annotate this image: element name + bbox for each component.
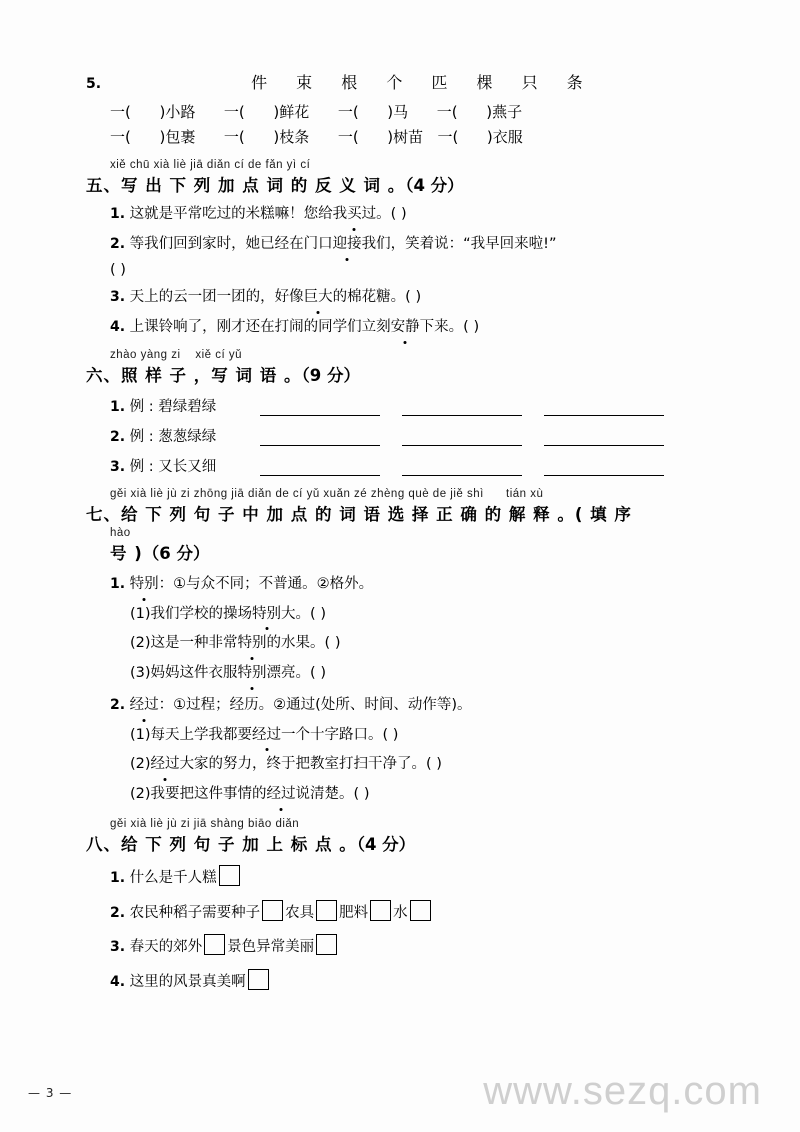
section-6-score: （9 分） [301,365,360,385]
question-5-line-2: 一( )包裹 一( )枝条 一( )树苗 一( )衣服 [110,128,523,146]
dotted-word [347,206,362,222]
section-5-heading [86,172,716,196]
punctuation-box[interactable] [316,900,337,921]
answer-blank[interactable] [544,400,664,416]
item-text-pre: 这就是平常吃过的米糕嘛！您给我 [129,206,348,222]
section-7-group-2-sub-3 [130,784,716,806]
item-number: 2. [110,235,126,252]
sub-label: (3) [130,665,151,681]
sub-label: (2) [130,786,151,802]
dotted-word-text: 经过 [130,695,159,717]
section-5-score: （4 分） [405,176,464,195]
item-number: 1. [110,575,126,592]
example-text: 例 : 又长又细 [129,458,217,475]
example-label [110,455,260,476]
section-6-pinyin: zhào yàng zi xiě cí yǔ [110,348,243,361]
item-text-post: 下来。( ) [419,319,480,335]
section-7-heading [86,501,716,525]
dotted-word-text: 经过 [151,754,180,776]
sub-label: (2) [130,756,151,773]
item-text-pre: 上课铃响了，刚才还在打闹的同学们立刻 [129,319,391,335]
section-5-title: 五、写 出 下 列 加 点 词 的 反 义 词 。 [86,176,406,195]
item-text-pre: 等我们回到家时，她已经在门口 [129,235,333,252]
section-8-item-2 [110,900,716,925]
dotted-word-text: 特别 [252,604,281,626]
example-text: 例 : 葱葱绿绿 [129,428,217,445]
dotted-word [238,665,267,681]
dotted-word [130,697,159,713]
sentence-part: 景色异常美丽 [227,939,315,956]
sub-text-post: 漂亮。( ) [266,665,326,681]
section-5-item-4 [110,317,716,339]
section-8-pinyin: gěi xià liè jù zi jiā shàng biāo diǎn [110,817,300,830]
question-5-word-bank: 件 束 根 个 匹 棵 只 条 [251,73,595,92]
section-7-pinyin-line-1: gěi xià liè jù zi zhōng jiā diǎn de cí yǔ xuǎn zé zhèng què de jiě shì tián xù [110,487,544,500]
question-5-line-1: 一( )小路 一( )鲜花 一( )马 一( )燕子 [110,103,523,121]
section-6 [86,349,716,476]
section-8-item-1 [110,865,716,890]
section-7-score: （6 分） [142,543,210,563]
page-content [86,70,716,994]
dotted-word [252,606,281,622]
example-text: 例 : 碧绿碧绿 [129,398,217,415]
sentence-part: 春天的郊外 [129,939,203,956]
section-7-group-1-sub-2 [130,633,716,655]
question-5-header-row [86,70,716,93]
sentence-part: 农具 [285,904,315,921]
section-5-item-2 [110,234,716,256]
section-7-group-2-sub-2 [130,754,716,776]
section-7-group-1-sub-1 [130,604,716,626]
section-7-group-2-head [110,695,716,717]
sub-text-pre: 我要把这件事情的 [150,786,267,802]
section-8-heading [86,831,716,855]
example-label [110,425,260,446]
dotted-word-text: 特别 [238,663,267,685]
answer-blank[interactable] [402,430,522,446]
sentence-part: 这里的风景真美啊 [129,974,246,990]
section-7-group-1-head [110,574,716,596]
dotted-word-text: 迎接 [333,234,362,256]
dotted-word [238,635,267,651]
dotted-word [391,319,420,335]
sub-label: (1) [130,726,151,743]
item-text-post: 我们，笑着说：“我早回来啦!” [361,235,557,252]
item-text-post: 的棉花糖。( ) [332,289,422,306]
sentence-part: 水 [393,904,408,921]
section-8-item-4 [110,969,716,994]
answer-blank[interactable] [544,430,664,446]
answer-blank[interactable] [260,430,380,446]
section-5-item-2-answer-line[interactable]: ( ) [110,261,126,278]
dotted-word-text: 经过 [252,725,281,747]
item-number: 2. [110,428,126,445]
dotted-word-text: 巨大 [304,287,333,309]
item-number: 3. [110,939,126,956]
dotted-word-text: 特别 [130,574,159,596]
section-8 [86,818,716,994]
section-8-item-3 [110,934,716,959]
answer-blank[interactable] [260,460,380,476]
section-6-row-1 [110,395,716,416]
example-label [110,395,260,416]
dotted-word-text: 安静 [391,317,420,339]
section-6-heading [86,362,716,386]
sub-text-pre: 我们学校的操场 [150,605,253,622]
section-7-pinyin-line-2: hào [110,526,131,539]
punctuation-box[interactable] [204,934,225,955]
item-number: 2. [110,696,126,713]
answer-blanks [260,430,664,446]
item-number: 3. [110,289,126,306]
dotted-word [130,576,159,592]
watermark: www.sezq.com [483,1069,762,1113]
definition-text: ：①过程；经历。②通过(处所、时间、动作等)。 [158,696,472,713]
section-6-row-2 [110,425,716,446]
dotted-word-text: 经过 [267,784,296,806]
question-5-number: 5. [86,76,102,92]
section-7 [86,488,716,806]
sub-text-post: 说清楚。( ) [295,786,370,802]
section-8-title: 八、给 下 列 句 子 加 上 标 点 。 [86,834,357,854]
section-5-item-1 [110,204,716,226]
dotted-word-text: 买 [347,204,362,226]
section-7-title-2: 号 ) [110,543,143,563]
answer-blanks [260,460,664,476]
punctuation-box[interactable] [316,934,337,955]
section-7-group-1-sub-3 [130,663,716,685]
dotted-word [333,236,362,252]
section-5-pinyin: xiě chū xià liè jiā diǎn cí de fǎn yì cí [110,159,311,171]
sentence-part: 什么是千人糕 [129,869,217,886]
dotted-word [252,727,281,743]
section-6-examples [110,395,716,476]
page-number: — 3 — [28,1086,73,1100]
section-7-group-2-sub-1 [130,725,716,747]
item-number: 4. [110,974,126,990]
item-number: 1. [110,206,126,222]
answer-blank[interactable] [402,460,522,476]
dotted-word-text: 特别 [238,633,267,655]
definition-text: ：①与众不同；不普通。②格外。 [158,575,374,592]
sub-label: (2) [130,635,151,652]
sentence-part: 农民种稻子需要种子 [129,904,261,921]
section-7-title: 七、给 下 列 句 子 中 加 点 的 词 语 选 择 正 确 的 解 释 。( 填 序 [86,504,632,524]
dotted-word [267,786,296,802]
sub-text-post: 的水果。( ) [266,635,341,652]
item-text-post: 过。( ) [361,206,407,222]
answer-blank[interactable] [402,400,522,416]
answer-blank[interactable] [544,460,664,476]
item-text-pre: 天上的云一团一团的，好像 [129,289,304,306]
item-number: 2. [110,904,126,921]
answer-blank[interactable] [260,400,380,416]
section-6-row-3 [110,455,716,476]
dotted-word [304,289,333,305]
sentence-part: 肥料 [339,904,369,921]
section-5-item-3 [110,287,716,309]
sub-text-pre: 妈妈这件衣服 [150,665,238,681]
section-8-score: （4 分） [356,834,416,854]
item-number: 4. [110,319,126,335]
item-number: 1. [110,869,126,886]
punctuation-box[interactable] [219,865,240,886]
page-number-value: 3 [45,1086,55,1100]
sub-label: (1) [130,605,151,622]
section-6-title: 六、照 样 子 ，写 词 语 。 [86,365,302,385]
dotted-word [151,756,180,772]
question-5-block [86,70,716,147]
section-5 [86,159,716,339]
sub-text-post: 大。( ) [281,605,326,622]
punctuation-box[interactable] [262,900,283,921]
punctuation-box[interactable] [370,900,391,921]
item-number: 1. [110,398,126,415]
sub-text-pre: 每天上学我都要 [150,726,253,743]
sub-text-pre: 这是一种非常 [150,635,238,652]
answer-blanks [260,400,664,416]
section-7-heading-cont [110,540,716,564]
punctuation-box[interactable] [410,900,431,921]
punctuation-box[interactable] [248,969,269,990]
item-number: 3. [110,458,126,475]
sub-text-post: 大家的努力，终于把教室打扫干净了。( ) [179,756,442,773]
sub-text-post: 一个十字路口。( ) [281,726,399,743]
